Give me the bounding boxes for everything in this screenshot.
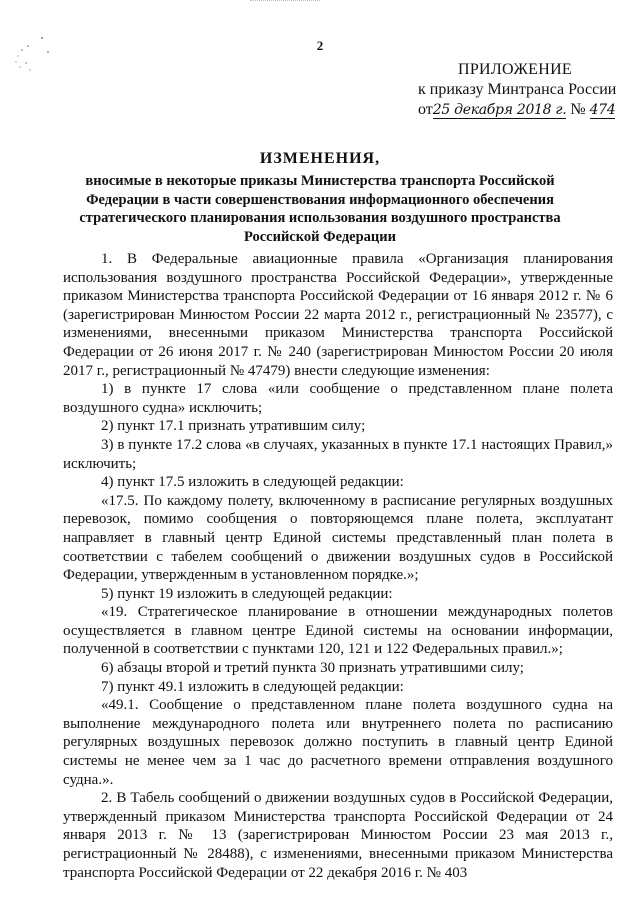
appendix-order-line: к приказу Минтранса России <box>418 81 617 98</box>
quote-49-1: «49.1. Сообщение о представленном плане полета воздушного судна на выполнение международного полета или внутреннего полета по расписанию регулярных воздушных перевозок должно поступить в главный центр Единой системы не менее чем за 1 час до расчетного времени отправления воздушного судна.». <box>63 697 613 788</box>
document-title: ИЗМЕНЕНИЯ, <box>259 150 381 167</box>
appendix-title: ПРИЛОЖЕНИЕ <box>458 61 573 78</box>
list-item-5: 5) пункт 19 изложить в следующей редакции: <box>101 585 393 602</box>
list-item-1: 1) в пункте 17 слова «или сообщение о представленном плане полета воздушного судна» исключить; <box>63 381 613 416</box>
number-prefix: № <box>570 101 586 118</box>
handwritten-number: 474 <box>589 102 616 118</box>
document-body <box>63 250 613 882</box>
list-item-7: 7) пункт 49.1 изложить в следующей редакции: <box>101 678 404 695</box>
quote-17-5: «17.5. По каждому полету, включенному в расписание регулярных воздушных перевозок, помимо сообщения о повторяющемся плане полета, эксплуатант направляет в главный центр Единой системы представленный план полета в соответствии с табелем сообщений о движении воздушных судов в Российской Федерации, утвержденным в установленном порядке.»; <box>63 492 613 584</box>
list-item-6: 6) абзацы второй и третий пункта 30 признать утратившими силу; <box>101 660 524 677</box>
date-prefix: от <box>418 101 433 118</box>
appendix-block <box>418 60 628 120</box>
document-subtitle: вносимые в некоторые приказы Министерства транспорта Российской Федерации в части совершенствования информационного обеспечения стратегического планирования использования воздушного пространства Российской Федерации <box>79 173 561 245</box>
list-item-4: 4) пункт 17.5 изложить в следующей редакции: <box>101 474 404 491</box>
paragraph-1: 1. В Федеральные авиационные правила «Организация планирования использования воздушного пространства Российской Федерации», утвержденные приказом Министерства транспорта Российской Федерации от 16 января 2012 г. № 6 (зарегистрирован Минюстом России 22 марта 2012 г., регистрационный № 23577), с изменениями, внесенными приказом Министерства транспорта Российской Федерации от 26 июня 2017 г. № 240 (зарегистрирован Минюстом России 20 июля 2017 г., регистрационный № 47479) внести следующие изменения: <box>63 251 613 379</box>
paragraph-2: 2. В Табель сообщений о движении воздушных судов в Российской Федерации, утвержденный приказом Министерства транспорта Российской Федерации от 24 января 2013 г. № 13 (зарегистрирован Минюстом России 23 мая 2013 г., регистрационный № 28488), с изменениями, внесенными приказом Министерства транспорта Российской Федерации от 22 декабря 2016 г. № 403 <box>63 790 613 881</box>
appendix-reference <box>418 100 628 120</box>
scan-artifact-top <box>250 0 320 2</box>
page-number: 2 <box>316 38 324 53</box>
list-item-2: 2) пункт 17.1 признать утратившим силу; <box>101 418 366 435</box>
handwritten-date: 25 декабря 2018 г. <box>432 102 567 118</box>
quote-19: «19. Стратегическое планирование в отношении международных полетов осуществляется в главном центре Единой системы на основании информации, полученной в соответствии с пунктами 120, 121 и 122 Федеральных правил.»; <box>63 604 613 658</box>
list-item-3: 3) в пункте 17.2 слова «в случаях, указанных в пункте 17.1 настоящих Правил,» исключить; <box>63 436 613 472</box>
